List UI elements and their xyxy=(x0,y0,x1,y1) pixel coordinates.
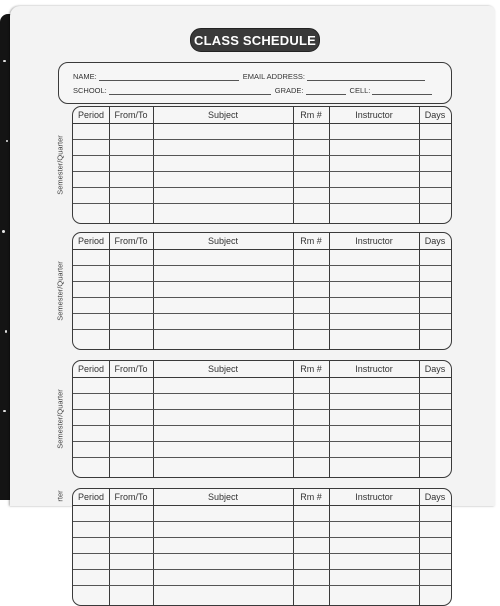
column-divider xyxy=(329,489,330,605)
column-header-instructor: Instructor xyxy=(355,110,393,120)
column-divider xyxy=(153,361,154,477)
grade-field[interactable] xyxy=(306,86,346,95)
schedule-table xyxy=(72,360,452,478)
column-header-room: Rm # xyxy=(300,492,322,502)
column-header-instructor: Instructor xyxy=(355,364,393,374)
column-divider xyxy=(153,489,154,605)
email-field[interactable] xyxy=(307,72,425,81)
column-header-days: Days xyxy=(424,364,446,374)
semester-quarter-label: Semester/Quarter xyxy=(55,389,65,449)
row-rule xyxy=(73,553,451,554)
schedule-page xyxy=(10,6,495,506)
header-rule xyxy=(73,377,451,378)
header-rule xyxy=(73,505,451,506)
grade-label: GRADE: xyxy=(274,86,304,95)
info-row-2 xyxy=(73,83,437,95)
row-rule xyxy=(73,265,451,266)
header-rule xyxy=(73,123,451,124)
column-header-days: Days xyxy=(424,110,446,120)
row-rule xyxy=(73,441,451,442)
column-header-subject: Subject xyxy=(207,492,239,502)
row-rule xyxy=(73,585,451,586)
column-header-room: Rm # xyxy=(300,110,322,120)
column-divider xyxy=(109,233,110,349)
email-label: EMAIL ADDRESS: xyxy=(242,72,306,81)
column-header-instructor: Instructor xyxy=(355,236,393,246)
column-header-days: Days xyxy=(424,492,446,502)
column-header-instructor: Instructor xyxy=(355,492,393,502)
row-rule xyxy=(73,569,451,570)
name-field[interactable] xyxy=(99,72,239,81)
column-divider xyxy=(109,489,110,605)
column-header-subject: Subject xyxy=(207,236,239,246)
column-divider xyxy=(109,107,110,223)
student-info-box xyxy=(58,62,452,104)
name-label: NAME: xyxy=(73,72,97,81)
schedule-table xyxy=(72,232,452,350)
column-header-period: Period xyxy=(77,364,104,374)
column-divider xyxy=(329,233,330,349)
row-rule xyxy=(73,203,451,204)
column-header-period: Period xyxy=(77,110,104,120)
semester-quarter-label: Semester/Quarter xyxy=(55,135,65,195)
column-header-days: Days xyxy=(424,236,446,246)
row-rule xyxy=(73,537,451,538)
column-divider xyxy=(293,233,294,349)
schedule-block-4 xyxy=(50,488,452,606)
row-rule xyxy=(73,139,451,140)
schedule-block-3 xyxy=(50,360,452,478)
column-header-room: Rm # xyxy=(300,236,322,246)
column-header-period: Period xyxy=(77,492,104,502)
row-rule xyxy=(73,187,451,188)
column-divider xyxy=(153,233,154,349)
column-divider xyxy=(329,361,330,477)
cell-label: CELL: xyxy=(349,86,371,95)
column-divider xyxy=(419,233,420,349)
column-header-from-to: From/To xyxy=(114,364,148,374)
semester-quarter-label-partial: rter xyxy=(55,490,65,502)
column-header-from-to: From/To xyxy=(114,492,148,502)
column-header-from-to: From/To xyxy=(114,110,148,120)
info-row-1 xyxy=(73,69,437,81)
column-header-from-to: From/To xyxy=(114,236,148,246)
column-divider xyxy=(329,107,330,223)
column-header-subject: Subject xyxy=(207,364,239,374)
school-field[interactable] xyxy=(109,86,271,95)
row-rule xyxy=(73,171,451,172)
row-rule xyxy=(73,281,451,282)
row-rule xyxy=(73,409,451,410)
semester-quarter-label: Semester/Quarter xyxy=(55,261,65,321)
schedule-table xyxy=(72,106,452,224)
row-rule xyxy=(73,521,451,522)
schedule-block-1 xyxy=(50,106,452,224)
column-header-subject: Subject xyxy=(207,110,239,120)
column-divider xyxy=(419,361,420,477)
header-rule xyxy=(73,249,451,250)
row-rule xyxy=(73,155,451,156)
row-rule xyxy=(73,313,451,314)
column-divider xyxy=(293,489,294,605)
column-divider xyxy=(293,361,294,477)
column-divider xyxy=(153,107,154,223)
column-header-room: Rm # xyxy=(300,364,322,374)
row-rule xyxy=(73,297,451,298)
schedule-block-2 xyxy=(50,232,452,350)
row-rule xyxy=(73,393,451,394)
cell-field[interactable] xyxy=(372,86,432,95)
row-rule xyxy=(73,457,451,458)
column-divider xyxy=(109,361,110,477)
row-rule xyxy=(73,425,451,426)
school-label: SCHOOL: xyxy=(73,86,107,95)
column-divider xyxy=(419,107,420,223)
column-divider xyxy=(419,489,420,605)
page-title: CLASS SCHEDULE xyxy=(190,28,320,52)
schedule-table xyxy=(72,488,452,606)
row-rule xyxy=(73,329,451,330)
column-divider xyxy=(293,107,294,223)
column-header-period: Period xyxy=(77,236,104,246)
